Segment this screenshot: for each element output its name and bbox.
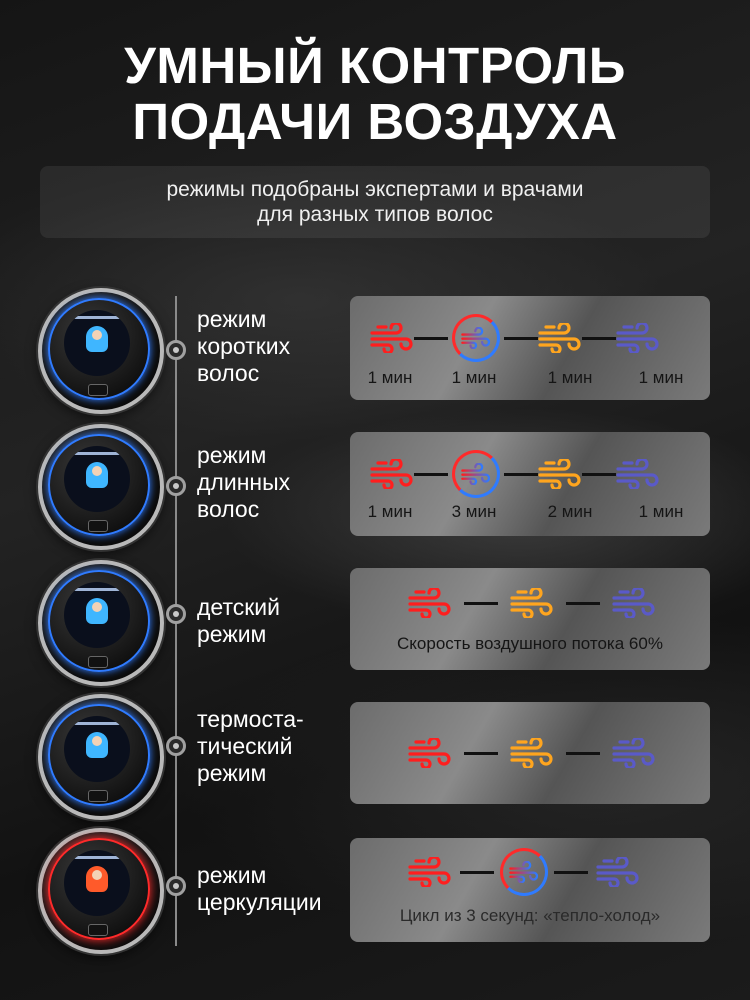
title-line-1: УМНЫЙ КОНТРОЛЬ bbox=[124, 37, 626, 94]
device-kids-mode bbox=[38, 560, 164, 686]
timeline-dot bbox=[166, 876, 186, 896]
mode-label-kids: детский режим bbox=[197, 594, 280, 647]
cool-wind-icon bbox=[612, 588, 656, 618]
mode-panel-long-hair bbox=[350, 432, 710, 536]
mixed-wind-icon bbox=[500, 848, 548, 896]
sequence-dash bbox=[582, 473, 616, 476]
sequence-dash bbox=[460, 871, 494, 874]
hot-wind-icon bbox=[408, 588, 452, 618]
cool-wind-icon bbox=[612, 738, 656, 768]
hot-wind-icon bbox=[408, 738, 452, 768]
warm-wind-icon bbox=[510, 588, 554, 618]
subtitle-line-1: режимы подобраны экспертами и врачами bbox=[166, 178, 584, 201]
airflow-sequence bbox=[350, 450, 710, 498]
sequence-dash bbox=[504, 337, 538, 340]
warm-wind-icon bbox=[538, 459, 582, 489]
subtitle-line-2: для разных типов волос bbox=[257, 203, 493, 226]
cycle-note: Цикл из 3 секунд: «тепло-холод» bbox=[399, 906, 661, 925]
timeline-dot bbox=[166, 476, 186, 496]
warm-wind-icon bbox=[510, 738, 554, 768]
duration-3: 2 мин bbox=[547, 502, 593, 521]
sequence-dash bbox=[414, 473, 448, 476]
page-title bbox=[0, 38, 750, 150]
sequence-dash bbox=[504, 473, 538, 476]
device-button bbox=[88, 384, 108, 396]
mode-label-short-hair: режим коротких волос bbox=[197, 306, 291, 386]
hot-wind-icon bbox=[370, 459, 414, 489]
device-thermostatic-mode bbox=[38, 694, 164, 820]
hot-wind-icon bbox=[370, 323, 414, 353]
airflow-sequence bbox=[350, 848, 710, 896]
sequence-dash bbox=[464, 602, 498, 605]
mode-label-long-hair: режим длинных волос bbox=[197, 442, 291, 522]
sequence-dash bbox=[554, 871, 588, 874]
cool-wind-icon bbox=[616, 323, 660, 353]
sequence-dash bbox=[464, 752, 498, 755]
airflow-sequence bbox=[350, 738, 710, 768]
mode-label-thermostatic: термоста- тический режим bbox=[197, 706, 304, 786]
mode-panel-kids bbox=[350, 568, 710, 670]
duration-4: 1 мин bbox=[638, 368, 684, 387]
warm-wind-icon bbox=[538, 323, 582, 353]
timeline-dot bbox=[166, 340, 186, 360]
mode-panel-circulation bbox=[350, 838, 710, 942]
device-short-hair-mode bbox=[38, 288, 164, 414]
duration-2: 1 мин bbox=[451, 368, 497, 387]
sequence-dash bbox=[582, 337, 616, 340]
cool-wind-icon bbox=[596, 857, 640, 887]
duration-2: 3 мин bbox=[451, 502, 497, 521]
device-screen bbox=[64, 310, 130, 376]
duration-1: 1 мин bbox=[367, 502, 413, 521]
sequence-dash bbox=[566, 752, 600, 755]
airflow-speed-note: Скорость воздушного потока 60% bbox=[397, 634, 663, 653]
mixed-wind-icon bbox=[452, 314, 500, 362]
hot-wind-icon bbox=[408, 857, 452, 887]
device-long-hair-mode bbox=[38, 424, 164, 550]
title-line-2: ПОДАЧИ ВОЗДУХА bbox=[132, 93, 618, 150]
duration-1: 1 мин bbox=[367, 368, 413, 387]
duration-4: 1 мин bbox=[638, 502, 684, 521]
subtitle-box bbox=[40, 166, 710, 238]
timeline-dot bbox=[166, 604, 186, 624]
timeline-dot bbox=[166, 736, 186, 756]
device-circulation-mode bbox=[38, 828, 164, 954]
mode-panel-short-hair bbox=[350, 296, 710, 400]
sequence-dash bbox=[566, 602, 600, 605]
airflow-sequence bbox=[350, 314, 710, 362]
sequence-dash bbox=[414, 337, 448, 340]
duration-row bbox=[350, 502, 710, 522]
cool-wind-icon bbox=[616, 459, 660, 489]
mixed-wind-icon bbox=[452, 450, 500, 498]
duration-3: 1 мин bbox=[547, 368, 593, 387]
mode-panel-thermostatic bbox=[350, 702, 710, 804]
mode-label-circulation: режим церкуляции bbox=[197, 862, 322, 915]
duration-row bbox=[350, 368, 710, 388]
airflow-sequence bbox=[350, 588, 710, 618]
